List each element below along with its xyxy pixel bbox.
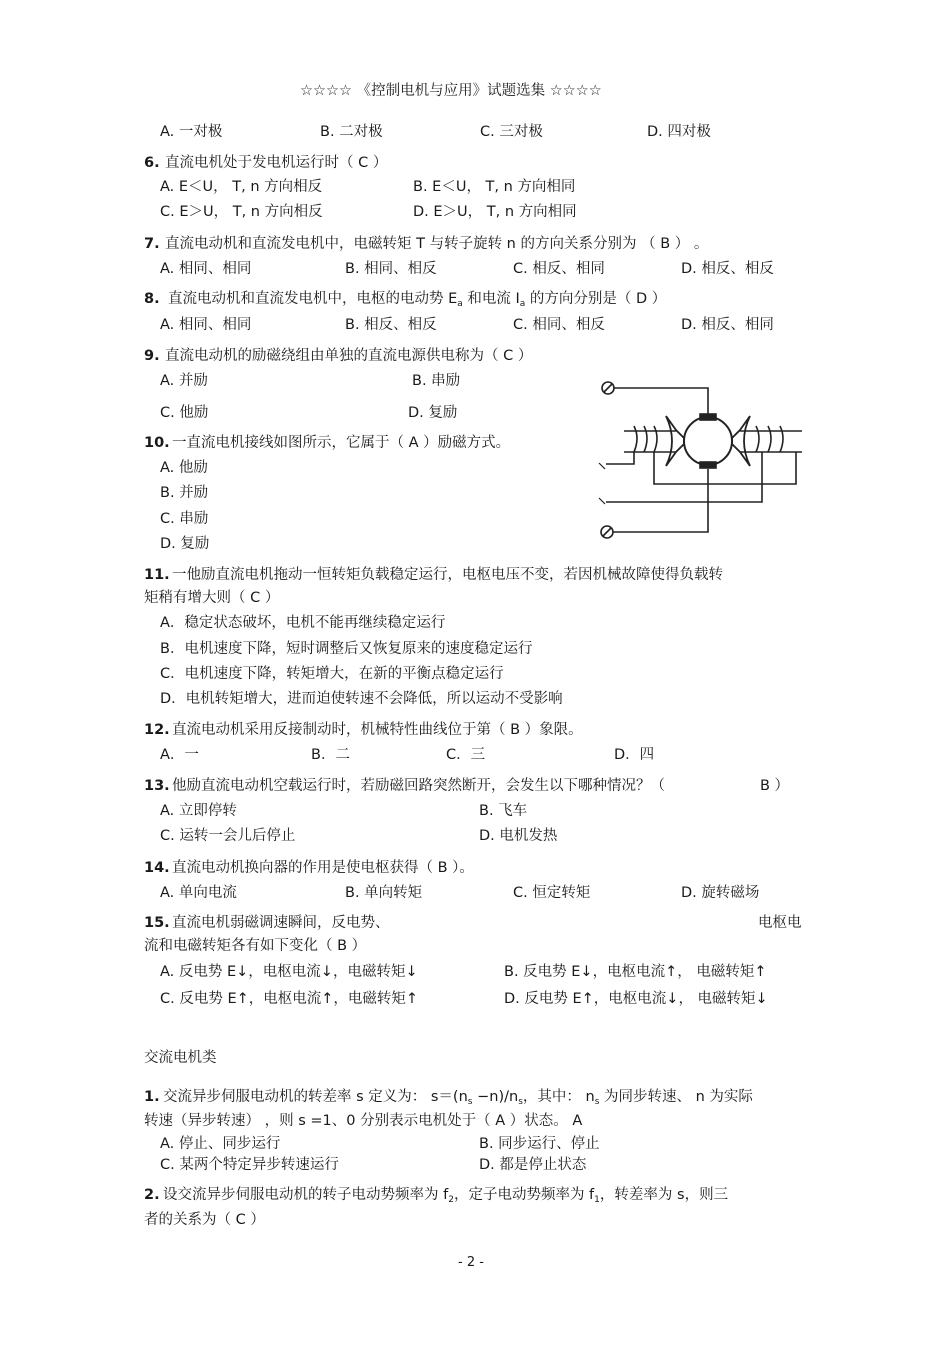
q14-stem: 直流电动机换向器的作用是使电枢获得（ B ）。 bbox=[172, 860, 474, 876]
pole-right bbox=[732, 416, 750, 466]
q15-option-c: C. 反电势 E↑，电枢电流↑，电磁转矩↑ bbox=[160, 991, 419, 1007]
q15-option-d: D. 反电势 E↑，电枢电流↓， 电磁转矩↓ bbox=[504, 991, 768, 1007]
q8-option-a: A. 相同、相同 bbox=[160, 317, 252, 333]
ac-q1-option-c: C. 某两个特定异步转速运行 bbox=[160, 1157, 339, 1173]
q12-option-b: B．二 bbox=[311, 747, 350, 763]
q12-option-c: C．三 bbox=[446, 747, 486, 763]
q5-option-b: B. 二对极 bbox=[320, 124, 383, 140]
q10-option-a: A. 他励 bbox=[160, 460, 208, 476]
q9-option-b: B. 串励 bbox=[412, 373, 461, 389]
pole-left bbox=[666, 416, 684, 466]
q13-option-d: D. 电机发热 bbox=[479, 828, 558, 844]
ac-q2-number: 2. bbox=[144, 1187, 160, 1203]
q7-number: 7. bbox=[144, 236, 160, 252]
armature bbox=[684, 417, 732, 465]
q15-option-b: B. 反电势 E↓，电枢电流↑， 电磁转矩↑ bbox=[504, 964, 767, 980]
q9-option-d: D. 复励 bbox=[408, 405, 458, 421]
brush-bottom bbox=[700, 462, 716, 468]
q10-option-c: C. 串励 bbox=[160, 511, 209, 527]
q5-option-c: C. 三对极 bbox=[480, 124, 543, 140]
q9-number: 9. bbox=[144, 348, 160, 364]
q10-stem: 一直流电机接线如图所示，它属于（ A ）励磁方式。 bbox=[172, 435, 511, 451]
dc-machine-wiring-diagram bbox=[596, 374, 808, 542]
ac-q1-option-d: D. 都是停止状态 bbox=[479, 1157, 587, 1173]
q15-number: 15. bbox=[144, 915, 170, 931]
page-number: - 2 - bbox=[458, 1255, 484, 1270]
ac-q1-stem-line2: 转速（异步转速） ，则 s =1、0 分别表示电机处于（ A ）状态。 A bbox=[144, 1113, 583, 1129]
q11-option-a: A．稳定状态破坏，电机不能再继续稳定运行 bbox=[160, 615, 446, 631]
q14-option-c: C. 恒定转矩 bbox=[513, 885, 591, 901]
field-coil-right bbox=[756, 426, 783, 452]
q8-stem: 直流电动机和直流发电机中，电枢的电动势 $E_a$ 和电流 $I_a$ 的方向分别是（ D ） bbox=[168, 291, 667, 309]
q9-stem: 直流电动机的励磁绕组由单独的直流电源供电称为（ C ） bbox=[165, 348, 533, 364]
q15-stem-line1: 直流电机弱磁调速瞬间，反电势、 bbox=[172, 915, 390, 931]
q7-option-a: A. 相同、相同 bbox=[160, 261, 252, 277]
q6-stem: 直流电机处于发电机运行时（ C ） bbox=[165, 155, 388, 171]
q14-number: 14. bbox=[144, 860, 170, 876]
ac-q1-number: 1. bbox=[144, 1089, 160, 1105]
q13-number: 13. bbox=[144, 778, 170, 794]
q9-option-c: C. 他励 bbox=[160, 405, 209, 421]
q8-option-d: D. 相反、相同 bbox=[681, 317, 774, 333]
q14-option-d: D. 旋转磁场 bbox=[681, 885, 760, 901]
q6-option-a: A. E＜U， T, n 方向相反 bbox=[160, 179, 323, 195]
q10-number: 10. bbox=[144, 435, 170, 451]
q8-number: 8. bbox=[144, 291, 160, 307]
q11-number: 11. bbox=[144, 567, 170, 583]
brush-top bbox=[700, 414, 716, 420]
q6-option-d: D. E＞U， T, n 方向相同 bbox=[413, 204, 577, 220]
q7-option-d: D. 相反、相反 bbox=[681, 261, 774, 277]
page-header-title: ☆☆☆☆ 《控制电机与应用》试题选集 ☆☆☆☆ bbox=[300, 83, 602, 99]
q7-stem: 直流电动机和直流发电机中，电磁转矩 T 与转子旋转 n 的方向关系分别为 （ B ） 。 bbox=[165, 236, 709, 252]
q11-stem-line2: 矩稍有增大则（ C ） bbox=[144, 590, 280, 606]
terminal-2 bbox=[599, 463, 605, 469]
q12-option-d: D．四 bbox=[614, 747, 655, 763]
q8-option-b: B. 相反、相反 bbox=[345, 317, 437, 333]
terminal-3 bbox=[599, 498, 605, 504]
q11-stem-line1: 一他励直流电机拖动一恒转矩负载稳定运行，电枢电压不变，若因机械故障使得负载转 bbox=[172, 567, 723, 583]
ac-q1-option-a: A. 停止、同步运行 bbox=[160, 1136, 281, 1152]
q8-option-c: C. 相同、相反 bbox=[513, 317, 605, 333]
q13-option-c: C. 运转一会儿后停止 bbox=[160, 828, 296, 844]
q10-option-b: B. 并励 bbox=[160, 485, 209, 501]
q11-option-d: D．电机转矩增大，进而迫使转速不会降低，所以运动不受影响 bbox=[160, 691, 563, 707]
q6-number: 6. bbox=[144, 155, 160, 171]
q13-option-b: B. 飞车 bbox=[479, 803, 528, 819]
ac-q2-stem-line1: 设交流异步伺服电动机的转子电动势频率为 $f_2$，定子电动势频率为 $f_1$，转差率为 s，则三 bbox=[163, 1187, 729, 1205]
q6-option-b: B. E＜U， T, n 方向相同 bbox=[413, 179, 576, 195]
q5-option-a: A. 一对极 bbox=[160, 124, 223, 140]
q9-option-a: A. 并励 bbox=[160, 373, 208, 389]
q11-option-c: C．电机速度下降，转矩增大，在新的平衡点稳定运行 bbox=[160, 666, 504, 682]
q5-option-d: D. 四对极 bbox=[647, 124, 711, 140]
q13-option-a: A. 立即停转 bbox=[160, 803, 237, 819]
q6-option-c: C. E＞U， T, n 方向相反 bbox=[160, 204, 323, 220]
q10-option-d: D. 复励 bbox=[160, 536, 210, 552]
ac-q1-stem-line1: 交流异步伺服电动机的转差率 s 定义为： $s=(n_s$ $-n)∕n_s$，其中： $n_s$ 为同步转速、 n 为实际 bbox=[163, 1089, 753, 1107]
q13-answer: B ） bbox=[760, 778, 790, 794]
q12-stem: 直流电动机采用反接制动时，机械特性曲线位于第（ B ）象限。 bbox=[172, 722, 583, 738]
q12-option-a: A．一 bbox=[160, 747, 199, 763]
q15-stem-line2: 流和电磁转矩各有如下变化（ B ） bbox=[144, 938, 367, 954]
q11-option-b: B．电机速度下降，短时调整后又恢复原来的速度稳定运行 bbox=[160, 641, 533, 657]
ac-q1-option-b: B. 同步运行、停止 bbox=[479, 1136, 600, 1152]
q15-stem-line1-right: 电枢电 bbox=[758, 915, 802, 931]
ac-q2-stem-line2: 者的关系为（ C ） bbox=[144, 1212, 265, 1228]
q15-option-a: A. 反电势 E↓，电枢电流↓，电磁转矩↓ bbox=[160, 964, 418, 980]
q7-option-c: C. 相反、相同 bbox=[513, 261, 605, 277]
q14-option-b: B. 单向转矩 bbox=[345, 885, 423, 901]
q7-option-b: B. 相同、相反 bbox=[345, 261, 437, 277]
q12-number: 12. bbox=[144, 722, 170, 738]
q14-option-a: A. 单向电流 bbox=[160, 885, 237, 901]
section-title: 交流电机类 bbox=[144, 1050, 217, 1066]
field-coil-left bbox=[634, 426, 657, 452]
q13-stem: 他励直流电动机空载运行时，若励磁回路突然断开，会发生以下哪种情况？（ bbox=[172, 778, 665, 794]
